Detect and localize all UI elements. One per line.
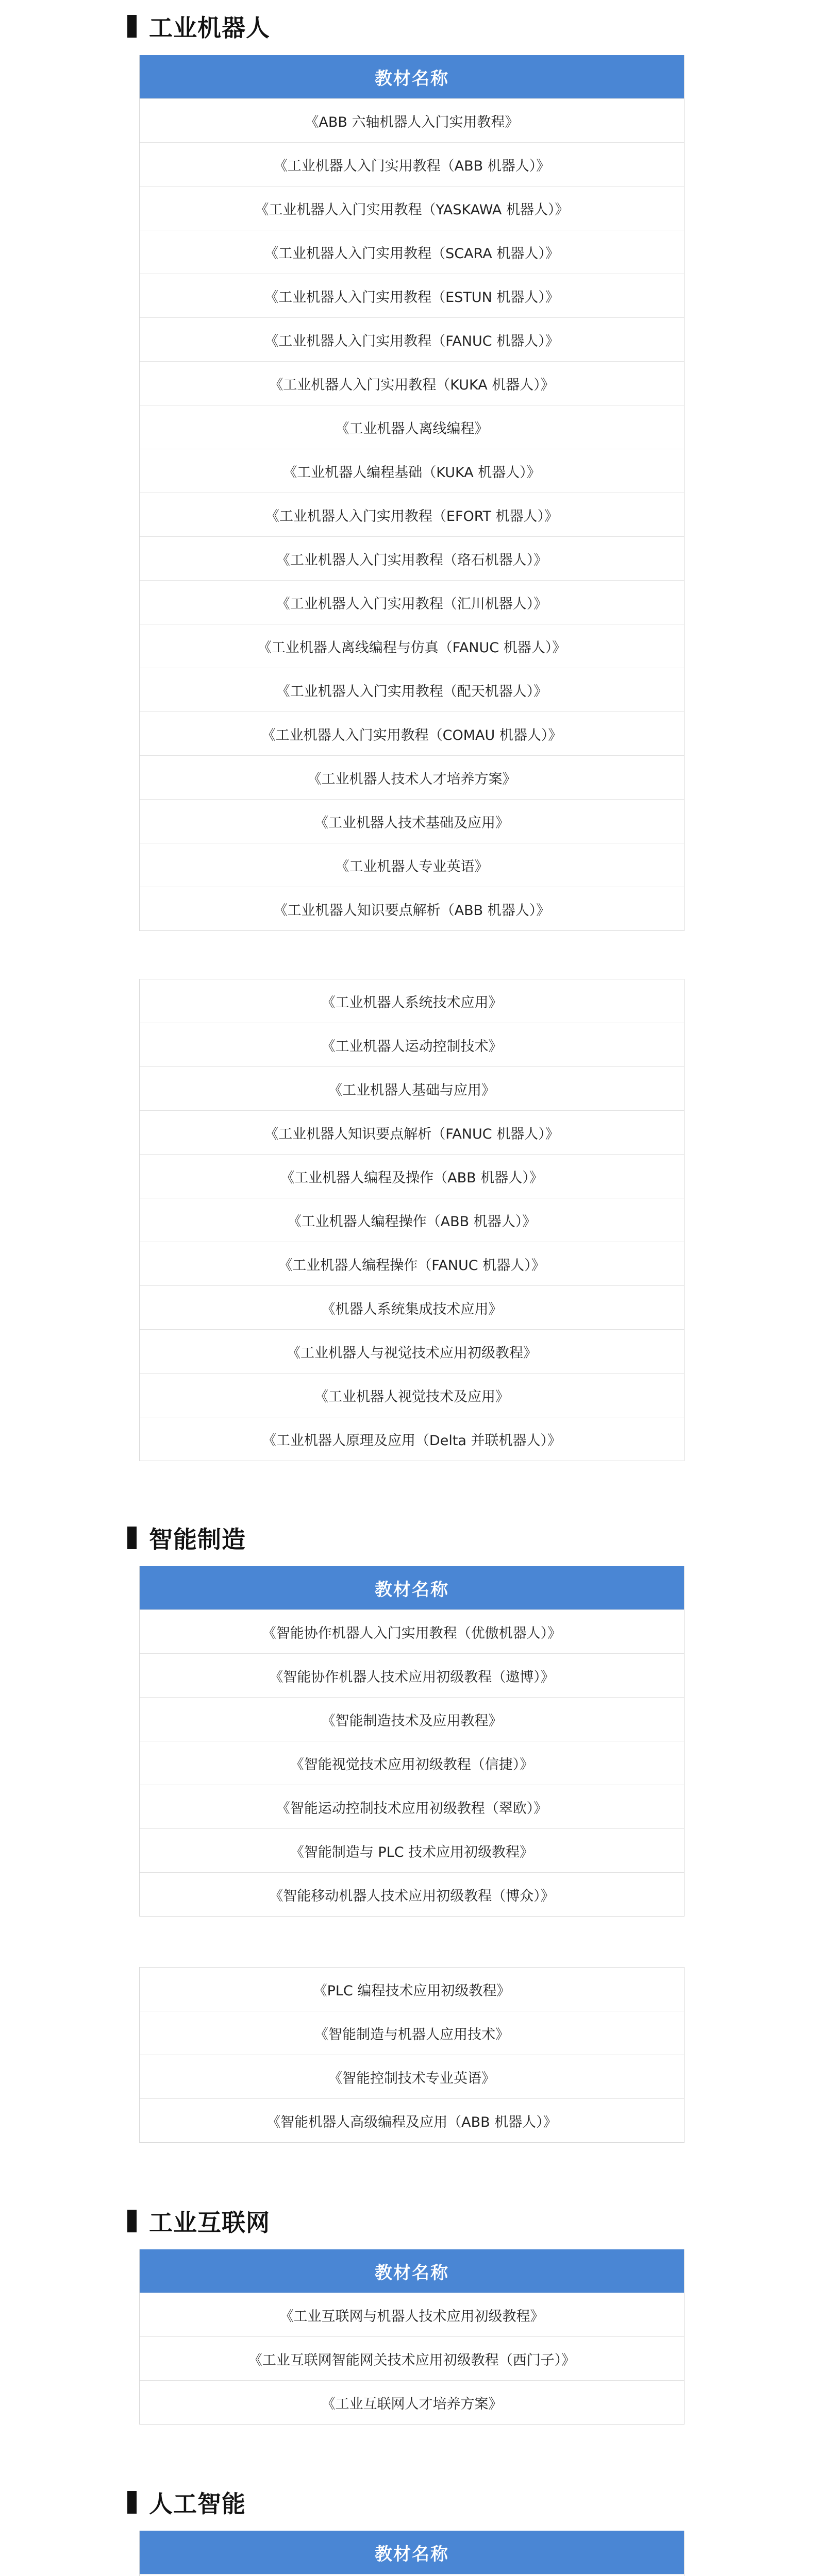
table-row: 《工业机器人技术人才培养方案》 [140, 755, 684, 799]
table-header: 教材名称 [140, 2531, 684, 2574]
table-row: 《工业机器人编程及操作（ABB 机器人）》 [140, 1154, 684, 1198]
table-row: 《工业机器人技术基础及应用》 [140, 799, 684, 843]
table-row: 《工业机器人系统技术应用》 [321, 994, 503, 1011]
table-row: 《工业机器人入门实用教程（ESTUN 机器人）》 [140, 274, 684, 317]
table-row: 《工业机器人视觉技术及应用》 [140, 1373, 684, 1417]
table-header: 教材名称 [140, 55, 684, 98]
table-row: 《工业机器人入门实用教程（珞石机器人）》 [140, 536, 684, 580]
table-row: 《工业机器人入门实用教程（配天机器人）》 [140, 668, 684, 711]
table-row: 《工业互联网人才培养方案》 [140, 2380, 684, 2424]
section-title: 工业互联网 [149, 2209, 270, 2236]
table-row: 《机器人系统集成技术应用》 [140, 1285, 684, 1329]
section-title: 工业机器人 [149, 14, 270, 42]
section-heading-industrial-robots [127, 9, 270, 43]
table-row: 《工业机器人入门实用教程（YASKAWA 机器人）》 [140, 186, 684, 230]
table-row: 《工业机器人编程操作（FANUC 机器人）》 [140, 1242, 684, 1285]
textbook-table-industrial-robots-continued [139, 979, 685, 1461]
section-title: 智能制造 [149, 1526, 246, 1553]
table-row: 《智能视觉技术应用初级教程（信捷）》 [140, 1741, 684, 1785]
table-row: 《智能协作机器人技术应用初级教程（遨博）》 [140, 1653, 684, 1697]
table-row: 《工业机器人与视觉技术应用初级教程》 [140, 1329, 684, 1373]
table-row: 《ABB 六轴机器人入门实用教程》 [140, 98, 684, 142]
table-row: 《工业机器人原理及应用（Delta 并联机器人）》 [140, 1417, 684, 1461]
table-row: 《工业机器人知识要点解析（ABB 机器人）》 [140, 887, 684, 930]
table-row: 《智能制造与机器人应用技术》 [140, 2011, 684, 2055]
table-row: 《工业机器人专业英语》 [140, 843, 684, 887]
table-row: 《工业机器人入门实用教程（汇川机器人）》 [140, 580, 684, 624]
table-header: 教材名称 [140, 1566, 684, 1609]
textbook-table-smart-manufacturing-continued [139, 1967, 685, 2143]
table-row: 《智能机器人高级编程及应用（ABB 机器人）》 [140, 2098, 684, 2142]
table-row: 《工业机器人入门实用教程（FANUC 机器人）》 [140, 317, 684, 361]
table-row: 《工业机器人知识要点解析（FANUC 机器人）》 [140, 1110, 684, 1154]
textbook-table-artificial-intelligence [139, 2531, 685, 2576]
table-row: 《智能制造技术及应用教程》 [140, 1697, 684, 1741]
table-row: 《智能运动控制技术应用初级教程（翠欧）》 [140, 1785, 684, 1828]
table-row: 《工业互联网智能网关技术应用初级教程（西门子）》 [140, 2336, 684, 2380]
section-heading-artificial-intelligence [127, 2485, 246, 2519]
section-heading-smart-manufacturing [127, 1521, 246, 1555]
table-header: 教材名称 [140, 2249, 684, 2293]
table-row: 《工业机器人入门实用教程（COMAU 机器人）》 [140, 711, 684, 755]
section-heading-industrial-internet [127, 2204, 270, 2238]
table-row [140, 2574, 684, 2576]
table-row: 《工业机器人运动控制技术》 [140, 1023, 684, 1066]
table-row: 《智能制造与 PLC 技术应用初级教程》 [140, 1828, 684, 1872]
table-row: 《工业机器人入门实用教程（ABB 机器人）》 [140, 142, 684, 186]
table-row: 《工业机器人编程基础（KUKA 机器人）》 [140, 449, 684, 493]
table-row: 《智能移动机器人技术应用初级教程（博众）》 [140, 1872, 684, 1916]
textbook-table-industrial-internet [139, 2249, 685, 2425]
table-row: 《工业机器人基础与应用》 [140, 1066, 684, 1110]
textbook-table-smart-manufacturing [139, 1566, 685, 1917]
heading-marker [127, 2491, 137, 2514]
textbook-table-industrial-robots [139, 55, 685, 931]
section-title: 人工智能 [149, 2490, 246, 2518]
heading-marker [127, 2210, 137, 2232]
table-row: 《工业机器人入门实用教程（KUKA 机器人）》 [140, 361, 684, 405]
heading-marker [127, 15, 137, 38]
table-row: 《工业机器人入门实用教程（SCARA 机器人）》 [140, 230, 684, 274]
table-row: 《工业机器人入门实用教程（EFORT 机器人）》 [140, 493, 684, 536]
table-row: 《工业互联网与机器人技术应用初级教程》 [140, 2293, 684, 2336]
table-row: 《PLC 编程技术应用初级教程》 [313, 1982, 511, 1999]
table-row: 《智能协作机器人入门实用教程（优傲机器人）》 [140, 1609, 684, 1653]
table-row: 《工业机器人离线编程》 [140, 405, 684, 449]
table-row: 《智能控制技术专业英语》 [140, 2055, 684, 2098]
table-row: 《工业机器人离线编程与仿真（FANUC 机器人）》 [140, 624, 684, 668]
table-row: 《工业机器人编程操作（ABB 机器人）》 [140, 1198, 684, 1242]
heading-marker [127, 1527, 137, 1549]
